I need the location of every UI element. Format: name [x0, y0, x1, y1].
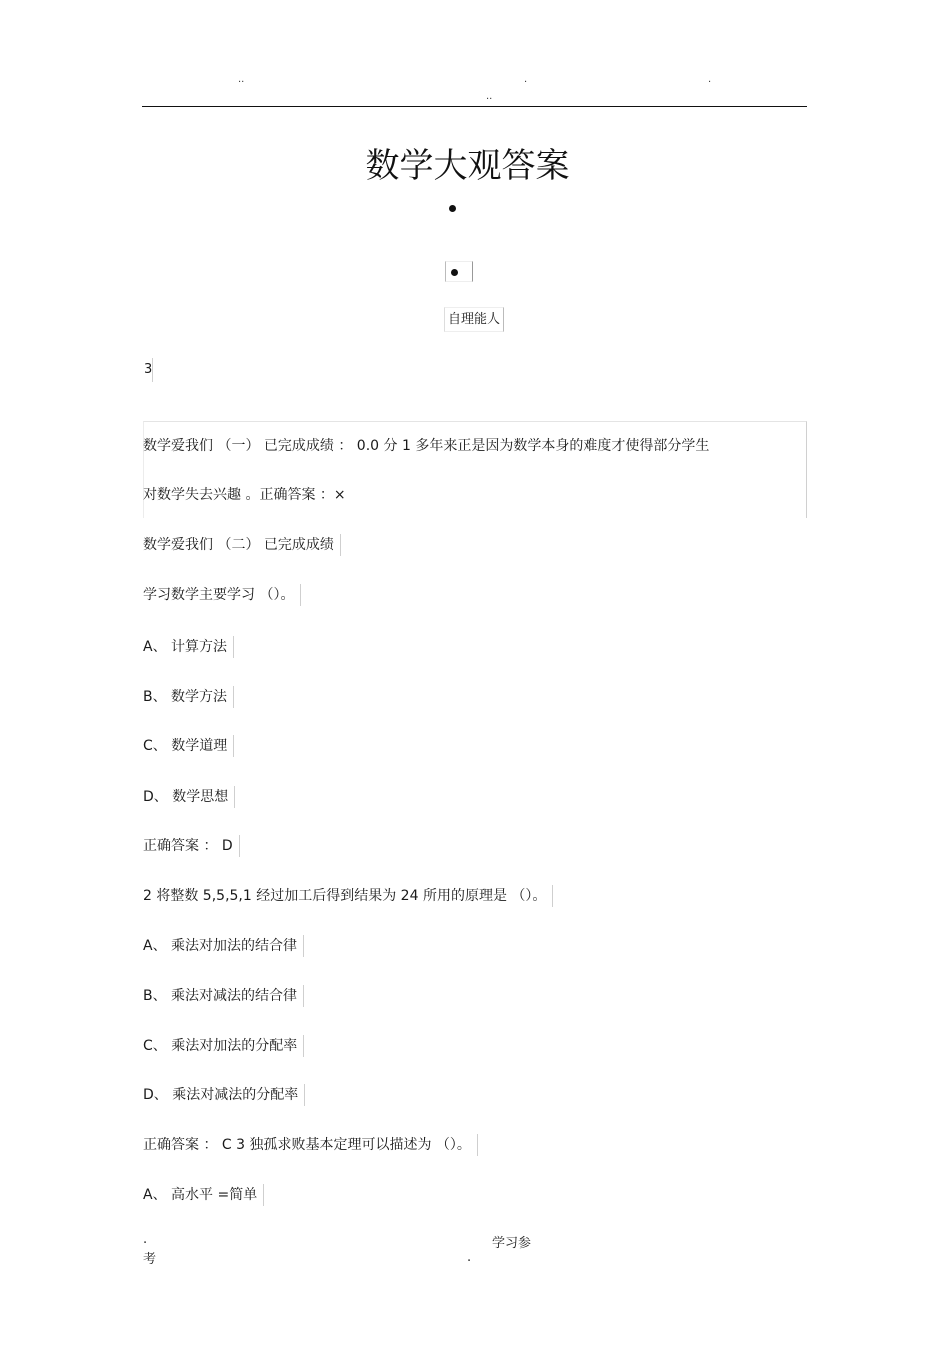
- q2-question: [143, 885, 553, 907]
- q1-answer-text: 正确答案 ： D: [143, 838, 233, 854]
- q2-option-d: [143, 1084, 305, 1106]
- cell-edge: [552, 885, 553, 907]
- cell-edge: [233, 735, 234, 757]
- q2-option-c-text: C、 乘法对加法的分配率: [143, 1038, 298, 1054]
- q1-option-c: [143, 735, 234, 757]
- bullet-icon: [449, 205, 456, 212]
- cell-edge: [300, 584, 301, 606]
- q1-option-b: [143, 686, 234, 708]
- cell-edge: [303, 985, 304, 1007]
- cell-edge: [304, 1084, 305, 1106]
- q2-option-c: [143, 1035, 304, 1057]
- section1-line2: 对数学失去兴趣 。正确答案 ：×: [143, 487, 346, 503]
- tab-label: 自理能人: [444, 307, 504, 332]
- cell-edge: [303, 1035, 304, 1057]
- q1-option-d-text: D、 数学思想: [143, 789, 229, 805]
- footer-wrap-left: 考: [143, 1252, 157, 1267]
- q2-option-b-text: B、 乘法对减法的结合律: [143, 988, 298, 1004]
- section2-title: [143, 534, 341, 556]
- q1-question: [143, 584, 301, 606]
- cell-edge: [303, 935, 304, 957]
- page-title: 数学大观答案: [365, 146, 570, 186]
- section2-title-text: 数学爱我们 （二） 已完成成绩: [143, 537, 334, 553]
- q2-question-text: 2 将整数 5,5,5,1 经过加工后得到结果为 24 所用的原理是 （）。: [143, 888, 547, 904]
- q2-option-d-text: D、 乘法对减法的分配率: [143, 1087, 299, 1103]
- header-mark-mid: .: [524, 74, 528, 85]
- q1-option-c-text: C、 数学道理: [143, 738, 228, 754]
- q2-answer-q3-text: 正确答案 ： C 3 独孤求败基本定理可以描述为 （）。: [143, 1137, 471, 1153]
- header-mark-right: .: [708, 74, 712, 85]
- cell-edge: [340, 534, 341, 556]
- header-mark-left: ..: [238, 74, 245, 85]
- footer-dot-right: .: [467, 1250, 472, 1265]
- bullet-box: [445, 261, 473, 282]
- q1-answer: [143, 835, 240, 857]
- cell-edge: [263, 1184, 264, 1206]
- header-mark-center: ..: [486, 91, 493, 102]
- q2-answer-q3: [143, 1134, 478, 1156]
- cell-edge: [477, 1134, 478, 1156]
- count-value: 3: [144, 362, 153, 377]
- q1-option-b-text: B、 数学方法: [143, 689, 228, 705]
- section1-line1: 数学爱我们 （一） 已完成成绩 ： 0.0 分 1 多年来正是因为数学本身的难度才使得部分学生: [143, 438, 710, 454]
- cell-edge: [239, 835, 240, 857]
- q1-question-text: 学习数学主要学习 （）。: [143, 587, 295, 603]
- q1-option-a: [143, 636, 234, 658]
- q2-option-a: [143, 935, 304, 957]
- q3-option-a: [143, 1184, 264, 1206]
- footer-dot-left: .: [143, 1232, 148, 1247]
- q3-option-a-text: A、 高水平 =简单: [143, 1187, 258, 1203]
- q2-option-b: [143, 985, 304, 1007]
- q1-option-d: [143, 786, 235, 808]
- bullet-icon: [451, 269, 458, 276]
- q1-option-a-text: A、 计算方法: [143, 639, 228, 655]
- cell-edge: [233, 686, 234, 708]
- cell-edge: [233, 636, 234, 658]
- cell-edge: [234, 786, 235, 808]
- footer-text-right: 学习参: [492, 1236, 532, 1251]
- q2-option-a-text: A、 乘法对加法的结合律: [143, 938, 298, 954]
- header-rule: [142, 106, 807, 107]
